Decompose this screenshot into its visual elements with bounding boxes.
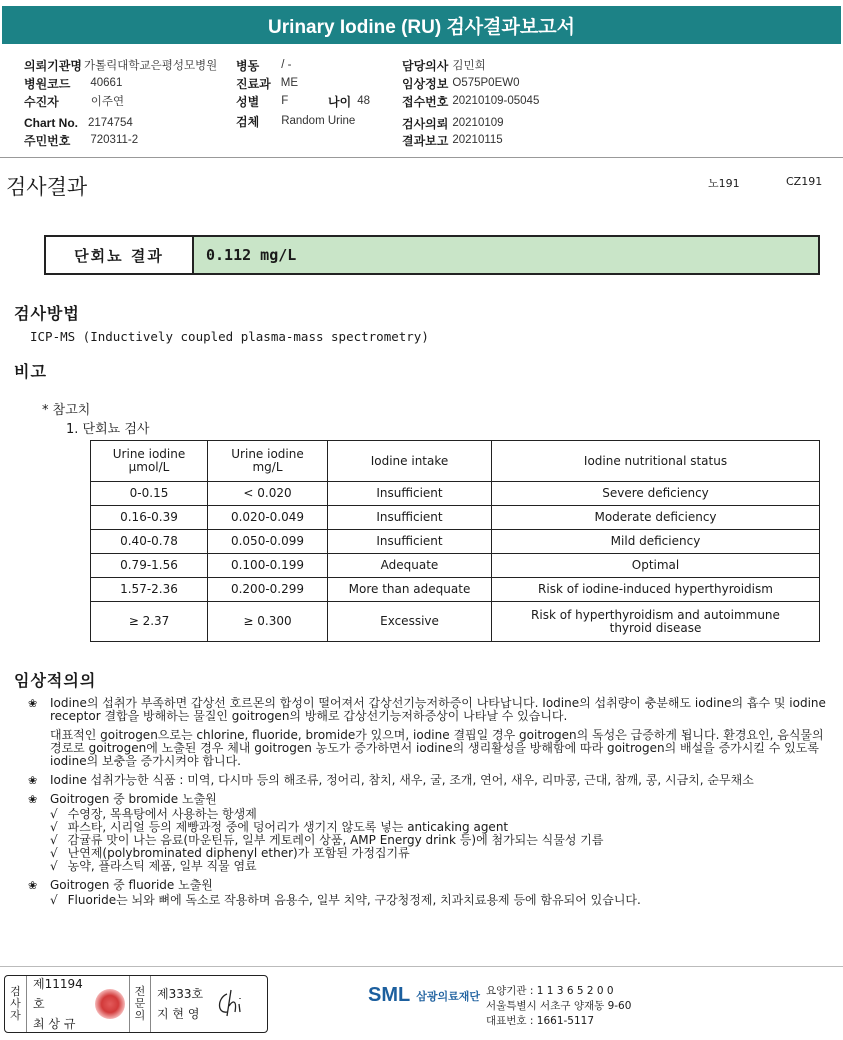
column-header: Urine iodine μmol/L [91, 441, 208, 482]
hospital-code-label: 병원코드 [24, 76, 71, 91]
table-row [91, 482, 820, 506]
logo-text: 삼광의료재단 [416, 989, 480, 1003]
list-item [28, 894, 828, 907]
sex-value: F [281, 95, 289, 107]
footer-divider [0, 966, 843, 967]
specialist-tag-char: 문 [134, 997, 146, 1010]
organization-info [486, 984, 631, 1029]
specialist-info [151, 976, 213, 1032]
check-icon: √ [50, 893, 58, 907]
check-icon: √ [50, 859, 58, 873]
age-value: 48 [357, 95, 370, 107]
inspector-license: 제11194호 [33, 977, 83, 1011]
specialist-tag [129, 976, 151, 1032]
test-code-1: 노191 [708, 177, 740, 190]
rrn-value: 720311-2 [90, 134, 139, 146]
table-cell: 0.020-0.049 [208, 506, 328, 530]
doctor-value: 김민희 [452, 60, 486, 72]
specialist-tag-char: 전 [134, 985, 146, 998]
list-item-text: Fluoride는 뇌와 뼈에 독소로 작용하며 음용수, 일부 치약, 구강청정제, 치과치료용제 등에 함유되어 있습니다. [67, 893, 641, 907]
inspector-tag-char: 검 [10, 985, 21, 998]
receipt-label: 접수번호 [402, 94, 449, 109]
seal-stamp-icon [95, 989, 125, 1019]
table-cell: Adequate [328, 554, 492, 578]
table-cell: Optimal [492, 554, 820, 578]
reference-title: * 참고치 [42, 403, 91, 418]
patient-info [0, 54, 843, 156]
list-item-text: 농약, 플라스틱 제품, 일부 직물 염료 [67, 859, 257, 873]
clinical-text: Iodine 섭취가능한 식품 : 미역, 다시마 등의 해조류, 정어리, 참치, 새우, 굴, 조개, 연어, 새우, 리마콩, 근대, 참깨, 콩, 시금치, 순무채소 [50, 773, 754, 787]
list-item [28, 879, 828, 892]
clinical-paragraph: 대표적인 goitrogen으로는 chlorine, fluoride, bromide가 있으며, iodine 결핍일 경우 goitrogen의 독성은 급증하게 됩니다. 환경요인, 음식물의 경로로 goitrogen에 노출된 경우 체내 goitrogen 농도가 증가하면서 iodine의 생리활성을 방해함에 따라 goitrogen의 배설을 증가시킬 수 있도록 iodine의 보충을 증가시켜야 합니다. [50, 728, 824, 768]
list-item-text: 감귤류 맛이 나는 음료(마운틴듀, 일부 게토레이 상품, AMP Energy drink 등)에 첨가되는 식물성 기름 [67, 833, 604, 847]
result-value: 0.112 mg/L [194, 237, 818, 273]
remarks-heading: 비고 [14, 362, 47, 381]
clinical-heading: 임상적의의 [14, 671, 97, 690]
table-cell: ≥ 0.300 [208, 602, 328, 642]
column-header: Iodine nutritional status [492, 441, 820, 482]
flower-bullet-icon: ❀ [28, 879, 38, 892]
list-item-text: 파스타, 시리얼 등의 제빵과정 중에 덩어리가 생기지 않도록 넣는 anticaking agent [67, 820, 509, 834]
sex-label: 성별 [236, 94, 260, 109]
clinical-value: O575P0EW0 [452, 77, 520, 89]
chart-label: Chart No. [24, 116, 78, 130]
patient-value: 이주연 [90, 96, 125, 108]
org-phone: 대표번호 : 1661-5117 [486, 1015, 595, 1027]
check-icon: √ [50, 820, 58, 834]
clinical-text: Iodine의 섭취가 부족하면 갑상선 호르몬의 합성이 떨어져서 갑상선기능저하증이 나타납니다. Iodine의 섭취량이 충분해도 iodine의 흡수 및 iodine receptor 결합을 방해하는 물질인 goitrogen의 방해로 갑상선기능저하증상이 나타날 수 있습니다. [50, 696, 826, 723]
table-cell: 0.200-0.299 [208, 578, 328, 602]
table-header-row [91, 441, 820, 482]
table-cell: 0-0.15 [91, 482, 208, 506]
org-address: 서울특별시 서초구 양재동 9-60 [486, 1000, 632, 1012]
list-item [28, 774, 828, 787]
ward-value: / - [281, 59, 292, 71]
table-cell: ≥ 2.37 [91, 602, 208, 642]
table-cell: 0.79-1.56 [91, 554, 208, 578]
table-cell: Insufficient [328, 482, 492, 506]
table-cell: Insufficient [328, 530, 492, 554]
flower-bullet-icon: ❀ [28, 697, 38, 710]
table-cell: < 0.020 [208, 482, 328, 506]
list-item-text: 수영장, 목욕탕에서 사용하는 항생제 [67, 807, 257, 821]
specimen-label: 검체 [236, 114, 260, 129]
table-cell: Moderate deficiency [492, 506, 820, 530]
table-cell: 0.050-0.099 [208, 530, 328, 554]
report-label: 결과보고 [402, 133, 449, 148]
table-row [91, 530, 820, 554]
list-item [28, 860, 828, 873]
clinical-text: Goitrogen 중 bromide 노출원 [50, 792, 217, 806]
table-cell: Insufficient [328, 506, 492, 530]
report-value: 20210115 [452, 134, 503, 146]
dept-label: 진료과 [236, 76, 271, 91]
list-item-text: 난연제(polybrominated diphenyl ether)가 포함된 가정집기류 [67, 846, 410, 860]
test-code-2: CZ191 [786, 175, 823, 188]
reference-table [90, 440, 820, 642]
list-item [28, 697, 828, 723]
rrn-label: 주민번호 [24, 133, 71, 148]
clinical-label: 임상정보 [402, 76, 449, 91]
table-cell: Mild deficiency [492, 530, 820, 554]
result-box [44, 235, 820, 275]
table-cell: 0.16-0.39 [91, 506, 208, 530]
inspector-tag-char: 자 [10, 1009, 21, 1022]
org-code: 요양기관 : 1 1 3 6 5 2 0 0 [486, 985, 614, 997]
method-text: ICP-MS (Inductively coupled plasma-mass spectrometry) [30, 329, 429, 344]
column-header: Iodine intake [328, 441, 492, 482]
signature-icon [213, 984, 249, 1024]
patient-label: 수진자 [24, 94, 59, 109]
age-label: 나이 [328, 94, 352, 109]
report-title: Urinary Iodine (RU) 검사결과보고서 [2, 6, 841, 44]
table-row [91, 602, 820, 642]
reference-subtitle: 1. 단회뇨 검사 [66, 422, 150, 437]
hospital-value: 가톨릭대학교은평성모병원 [83, 60, 218, 72]
specialist-name: 지 현 영 [157, 1007, 200, 1021]
inspector-info [27, 976, 91, 1032]
table-cell: More than adequate [328, 578, 492, 602]
inspector-name: 최 상 규 [33, 1017, 76, 1031]
company-logo [368, 984, 480, 1007]
info-divider [0, 157, 843, 158]
flower-bullet-icon: ❀ [28, 793, 38, 806]
inspector-tag [5, 976, 27, 1032]
method-heading: 검사방법 [14, 304, 80, 323]
list-item [28, 793, 828, 806]
table-cell: Risk of iodine-induced hyperthyroidism [492, 578, 820, 602]
result-label: 단회뇨 결과 [46, 237, 194, 273]
table-cell: 1.57-2.36 [91, 578, 208, 602]
column-header: Urine iodine mg/L [208, 441, 328, 482]
table-row [91, 554, 820, 578]
check-icon: √ [50, 807, 58, 821]
table-cell: 0.100-0.199 [208, 554, 328, 578]
ward-label: 병동 [236, 58, 260, 73]
flower-bullet-icon: ❀ [28, 774, 38, 787]
logo-mark: SML [368, 984, 411, 1006]
table-row [91, 578, 820, 602]
request-label: 검사의뢰 [402, 116, 449, 131]
table-row [91, 506, 820, 530]
hospital-code-value: 40661 [90, 77, 123, 89]
clinical-significance [28, 697, 828, 907]
specimen-value: Random Urine [281, 115, 356, 127]
section-title: 검사결과 [6, 175, 88, 199]
chart-value: 2174754 [88, 117, 133, 129]
receipt-value: 20210109-05045 [452, 95, 540, 107]
table-cell: Risk of hyperthyroidism and autoimmune thyroid disease [492, 602, 820, 642]
request-value: 20210109 [452, 117, 504, 129]
hospital-label: 의뢰기관명 [24, 58, 82, 73]
check-icon: √ [50, 846, 58, 860]
inspector-tag-char: 사 [10, 997, 21, 1010]
table-cell: Excessive [328, 602, 492, 642]
specialist-tag-char: 의 [134, 1009, 146, 1022]
clinical-text: Goitrogen 중 fluoride 노출원 [50, 878, 213, 892]
specialist-license: 제333호 [157, 987, 204, 1001]
signature-box [4, 975, 268, 1033]
doctor-label: 담당의사 [402, 58, 449, 73]
dept-value: ME [280, 77, 299, 89]
table-cell: Severe deficiency [492, 482, 820, 506]
table-cell: 0.40-0.78 [91, 530, 208, 554]
check-icon: √ [50, 833, 58, 847]
